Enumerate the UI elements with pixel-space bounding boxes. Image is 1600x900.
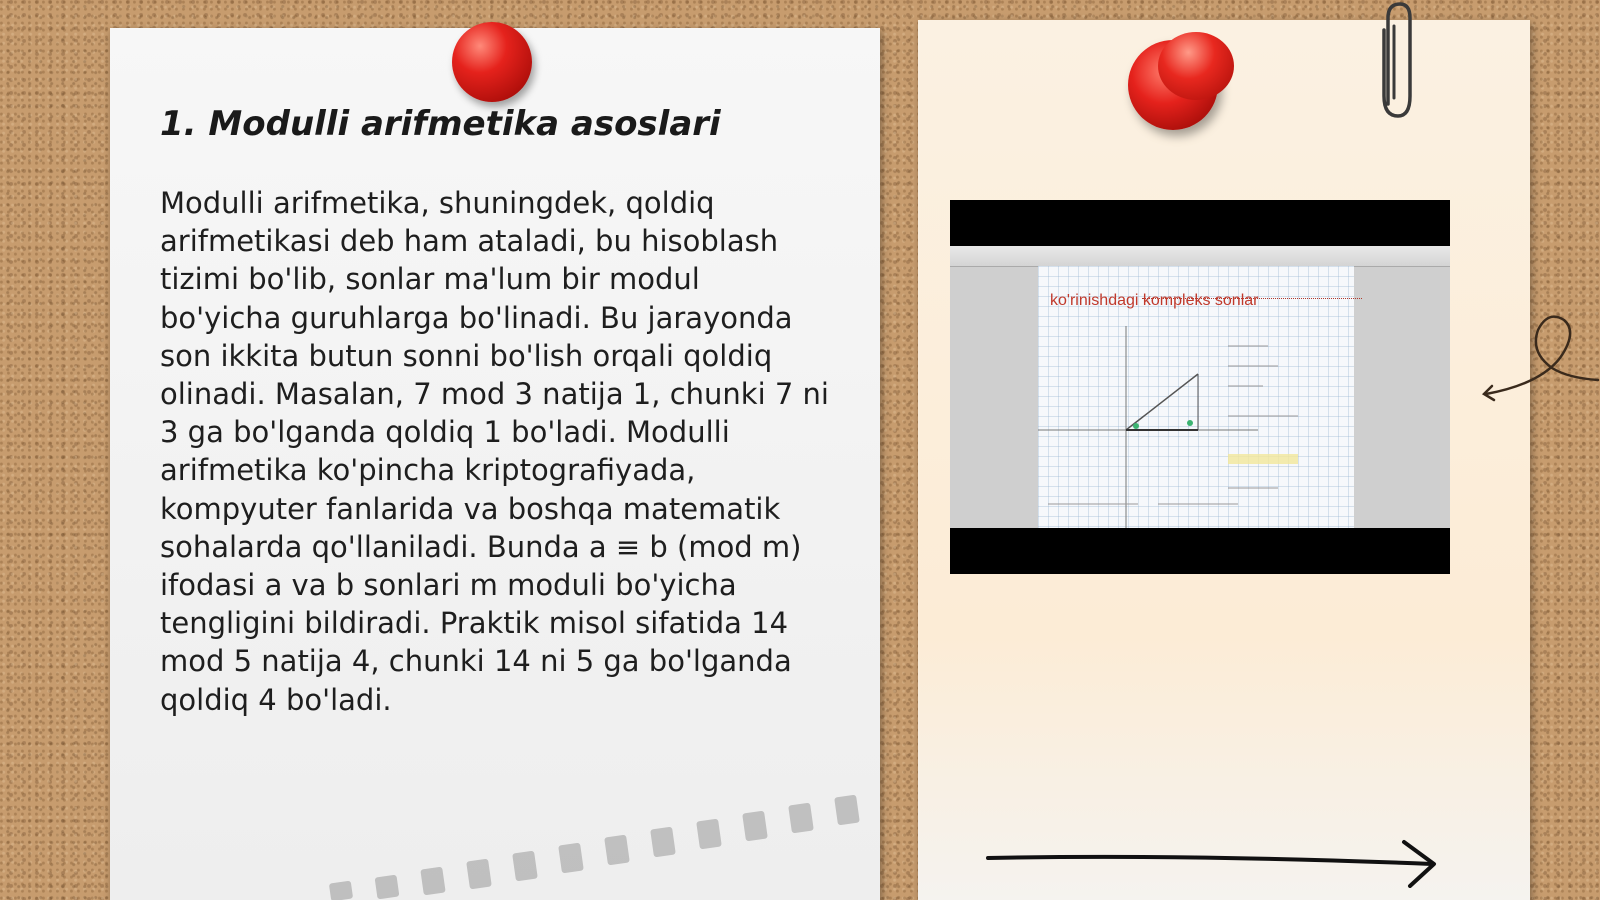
pushpin-head-icon: [1158, 32, 1234, 100]
video-app-toolbar: [950, 246, 1450, 267]
video-frame: [950, 246, 1450, 528]
curl-arrow-icon: [1478, 312, 1600, 408]
video-player[interactable]: [950, 200, 1450, 574]
paperclip-icon: [1380, 0, 1414, 120]
note-title: 1. Modulli arifmetika asoslari: [160, 104, 721, 144]
torn-edge-decoration: [320, 790, 880, 900]
arrow-right-icon: [984, 838, 1444, 888]
video-caption: ko'rinishdagi kompleks sonlar: [1050, 292, 1259, 309]
pushpin-icon: [452, 22, 532, 102]
note-body: Modulli arifmetika, shuningdek, qoldiq arifmetikasi deb ham ataladi, bu hisoblash tizimi bo'lib, sonlar ma'lum bir modul bo'yicha guruhlarga bo'linadi. Bu jarayonda son ikkita butun sonni bo'lish orqali qoldiq olinadi. Masalan, 7 mod 3 natija 1, chunki 7 ni 3 ga bo'lganda qoldiq 1 bo'ladi. Modulli arifmetika ko'pincha kriptografiyada, kompyuter fanlarida va boshqa matematik sohalarda qo'llaniladi. Bunda a ≡ b (mod m) ifodasi a va b sonlari m moduli bo'yicha tengligini bildiradi. Praktik misol sifatida 14 mod 5 natija 4, chunki 14 ni 5 ga bo'lganda qoldiq 4 bo'ladi.: [160, 186, 829, 717]
